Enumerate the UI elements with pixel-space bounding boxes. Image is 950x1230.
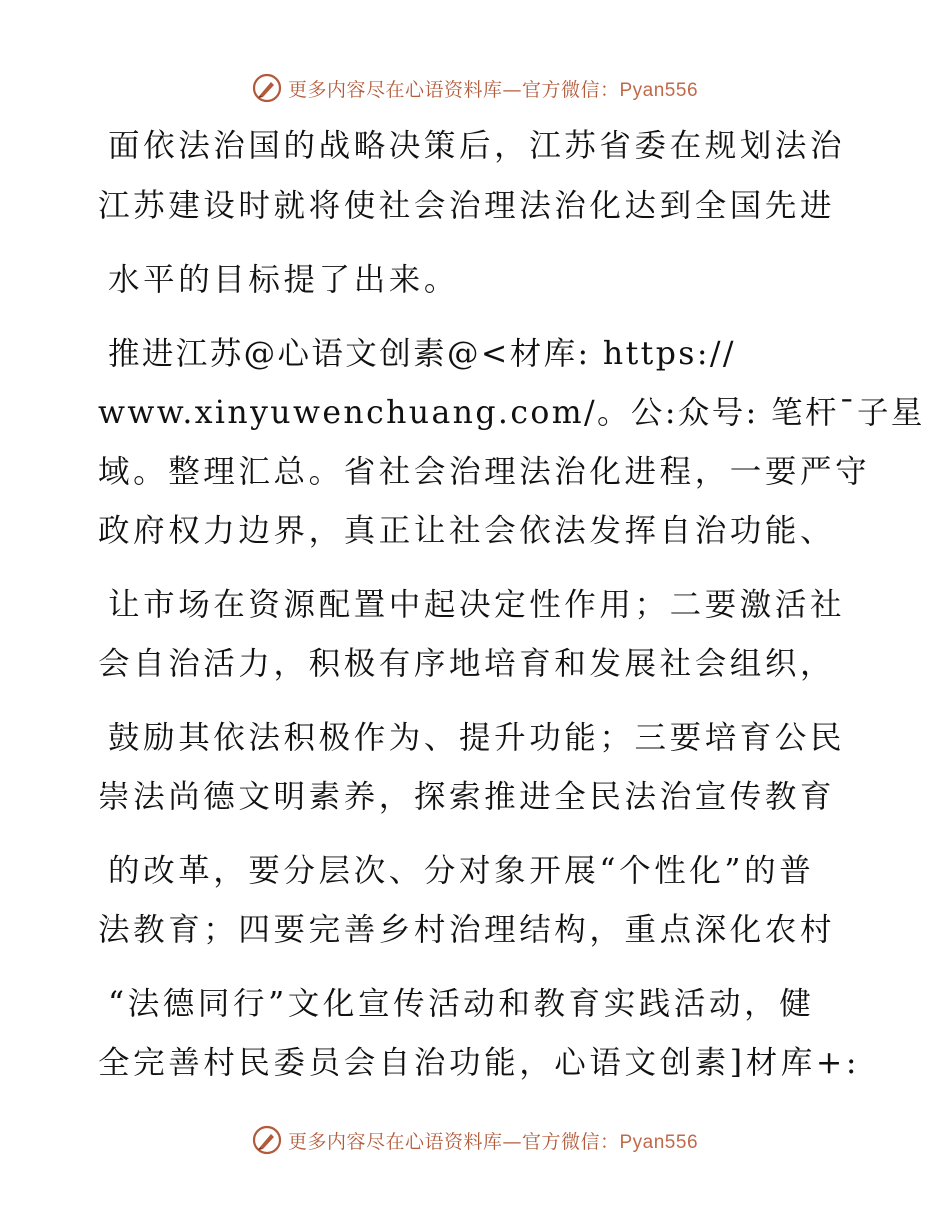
header-banner-text: 更多内容尽在心语资料库—官方微信：Pyan556 xyxy=(287,78,699,101)
body-line: 政府权力边界，真正让社会依法发挥自治功能、 xyxy=(98,513,836,549)
body-line: 崇法尚德文明素养，探索推进全民法治宣传教育 xyxy=(98,779,836,815)
body-line: 会自治活力，积极有序地培育和发展社会组织， xyxy=(98,646,836,682)
pen-logo-icon xyxy=(252,1125,282,1155)
body-line: 域。整理汇总。省社会治理法治化进程，一要严守 xyxy=(98,454,871,490)
body-line: 水平的目标提了出来。 xyxy=(108,262,460,298)
body-line: www.xinyuwenchuang.com/。公:众号: 笔杆¯子星 xyxy=(98,395,925,431)
body-line: 面依法治国的战略决策后，江苏省委在规划法治 xyxy=(108,128,846,164)
body-line: 法教育；四要完善乡村治理结构，重点深化农村 xyxy=(98,912,836,948)
footer-banner-text: 更多内容尽在心语资料库—官方微信：Pyan556 xyxy=(287,1130,699,1153)
body-line: 全完善村民委员会自治功能，心语文创素]材库+: xyxy=(98,1045,861,1081)
body-line: 推进江苏@心语文创素@<材库: https:// xyxy=(108,336,736,372)
body-line: 鼓励其依法积极作为、提升功能；三要培育公民 xyxy=(108,720,846,756)
body-line: 江苏建设时就将使社会治理法治化达到全国先进 xyxy=(98,188,836,224)
body-line: 的改革，要分层次、分对象开展“个性化”的普 xyxy=(108,853,815,889)
body-line: 让市场在资源配置中起决定性作用；二要激活社 xyxy=(108,587,846,623)
footer-banner xyxy=(0,1120,950,1160)
header-banner-handle: Pyan556 xyxy=(619,79,699,101)
footer-banner-handle: Pyan556 xyxy=(619,1131,699,1153)
body-line: “法德同行”文化宣传活动和教育实践活动，健 xyxy=(108,986,815,1022)
